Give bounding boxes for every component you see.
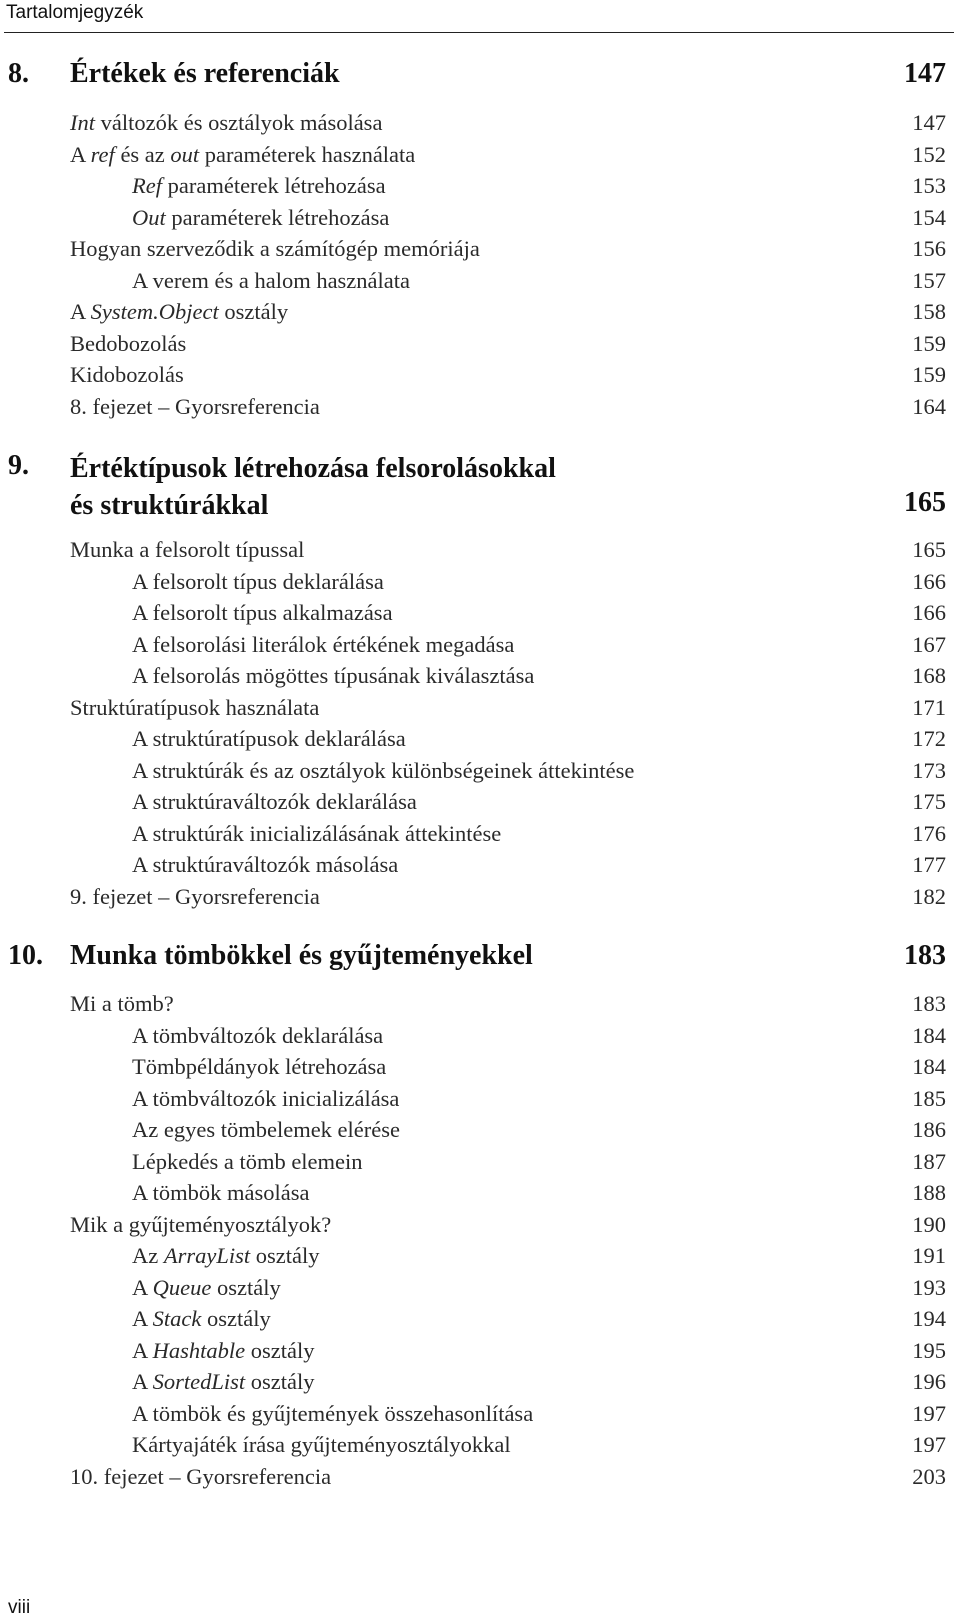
entry-page-number: 173 <box>912 757 946 783</box>
toc-entry <box>70 394 946 426</box>
entry-label-text: osztály <box>218 299 289 324</box>
entry-page-number: 196 <box>912 1369 946 1394</box>
entry-page-number: 177 <box>912 852 946 877</box>
entry-label-text: paraméterek használata <box>199 141 416 167</box>
toc-entry <box>70 1464 946 1496</box>
entry-page-number: 186 <box>912 1117 946 1142</box>
toc-subentry <box>132 1275 946 1307</box>
entry-label-text: A tömbök és gyűjtemények összehasonlítása <box>132 1400 534 1426</box>
entry-page-number: 156 <box>912 236 946 261</box>
entry-label <box>132 1117 400 1143</box>
toc-entry <box>70 331 946 363</box>
entry-label-text: A felsorolt típus deklarálása <box>132 568 384 594</box>
toc-entry <box>70 236 946 268</box>
entry-label-italic: Stack <box>152 1306 202 1331</box>
entry-label-text: A <box>132 1369 153 1394</box>
page-number: viii <box>8 1597 31 1618</box>
toc-subentry <box>132 569 946 601</box>
entry-label <box>132 600 393 626</box>
toc-subentry <box>132 1023 946 1055</box>
entry-label <box>70 884 320 910</box>
entry-page-number: 172 <box>912 726 946 751</box>
entry-label-italic: ArrayList <box>163 1243 251 1268</box>
entry-page-number: 176 <box>912 820 946 846</box>
toc-subentry <box>132 1432 946 1464</box>
entry-label <box>70 362 184 388</box>
toc-subentry <box>132 1180 946 1212</box>
toc-entry <box>70 991 946 1023</box>
entry-page-number: 184 <box>912 1022 946 1048</box>
entry-page-number: 165 <box>912 537 946 562</box>
header-rule <box>4 32 954 33</box>
entry-label-text: A struktúrák inicializálásának áttekintése <box>132 820 502 846</box>
entry-label <box>70 991 174 1017</box>
toc-subentry <box>132 1369 946 1401</box>
entry-page-number: 166 <box>912 568 946 594</box>
chapter-number: 8. <box>8 58 29 89</box>
entry-page-number: 203 <box>912 1463 946 1489</box>
entry-label <box>132 1432 511 1458</box>
toc-entry <box>70 110 946 142</box>
entry-label <box>132 1401 533 1427</box>
entry-label-text: osztály <box>245 1369 315 1394</box>
entry-label <box>70 1212 331 1238</box>
entry-page-number: 188 <box>912 1180 946 1205</box>
entry-label <box>132 726 406 752</box>
toc-subentry <box>132 1149 946 1181</box>
entry-page-number: 157 <box>912 267 946 293</box>
toc-subentry <box>132 1306 946 1338</box>
toc-subentry <box>132 632 946 664</box>
toc-entry <box>70 1212 946 1244</box>
entry-label-italic: Queue <box>152 1274 212 1300</box>
entry-label-text: Hogyan szerveződik a számítógép memóriája <box>70 236 480 261</box>
entry-label-text: 10. fejezet – Gyorsreferencia <box>70 1463 332 1489</box>
entry-label <box>132 1243 320 1269</box>
entry-label-text: Tömbpéldányok létrehozása <box>132 1054 387 1079</box>
entry-label-text: 8. fejezet – Gyorsreferencia <box>70 393 320 419</box>
entry-label-text: Kidobozolás <box>70 362 184 387</box>
entry-page-number: 184 <box>912 1054 946 1079</box>
chapter-number: 10. <box>8 940 43 971</box>
entry-label-text: Az <box>132 1243 164 1268</box>
entry-label-text: Mi a tömb? <box>70 991 174 1016</box>
entry-label <box>70 299 288 325</box>
entry-page-number: 191 <box>912 1243 946 1268</box>
entry-page-number: 158 <box>912 299 946 324</box>
entry-label-text: A struktúraváltozók deklarálása <box>132 789 417 814</box>
entry-label-text: Bedobozolás <box>70 330 187 356</box>
entry-page-number: 194 <box>912 1306 946 1331</box>
entry-label-text: A felsorolt típus alkalmazása <box>132 600 393 625</box>
running-head-title: Tartalomjegyzék <box>6 2 144 23</box>
entry-label-text: Munka a felsorolt típussal <box>70 537 305 562</box>
entry-label <box>70 1464 331 1490</box>
entry-label <box>70 110 382 136</box>
entry-label <box>70 331 186 357</box>
toc-subentry <box>132 852 946 884</box>
toc-entry <box>70 884 946 916</box>
entry-label-text: változók és osztályok másolása <box>95 110 383 135</box>
entry-label <box>132 1023 383 1049</box>
entry-label-text: osztály <box>201 1306 271 1331</box>
entry-label <box>132 821 501 847</box>
entry-label <box>132 569 384 595</box>
entry-label <box>132 1054 386 1080</box>
entry-page-number: 197 <box>912 1432 946 1457</box>
entry-page-number: 167 <box>912 631 946 657</box>
entry-label-text: A tömbváltozók deklarálása <box>132 1022 384 1048</box>
toc-subentry <box>132 1338 946 1370</box>
toc-entry <box>70 362 946 394</box>
toc-subentry <box>132 726 946 758</box>
entry-label <box>70 695 319 721</box>
entry-label-text: A felsorolási literálok értékének megadása <box>132 631 515 657</box>
entry-page-number: 152 <box>912 141 946 167</box>
entry-label <box>132 268 410 294</box>
entry-page-number: 190 <box>912 1211 946 1237</box>
entry-label <box>132 789 417 815</box>
entry-label <box>132 1338 315 1364</box>
toc-entry <box>70 142 946 174</box>
toc-entry <box>70 537 946 569</box>
entry-page-number: 153 <box>912 173 946 198</box>
entry-label <box>132 758 634 784</box>
entry-page-number: 147 <box>912 110 946 135</box>
entry-page-number: 187 <box>912 1148 946 1174</box>
entry-page-number: 171 <box>912 694 946 720</box>
entry-label-text: osztály <box>245 1337 315 1363</box>
entry-page-number: 195 <box>912 1337 946 1363</box>
entry-page-number: 193 <box>912 1274 946 1300</box>
entry-label-italic: Ref <box>132 173 162 198</box>
entry-page-number: 175 <box>912 789 946 814</box>
toc-subentry <box>132 789 946 821</box>
entry-label-italic: ref <box>90 141 115 167</box>
entry-page-number: 182 <box>912 883 946 909</box>
entry-label <box>70 394 320 420</box>
entry-label <box>70 142 415 168</box>
toc-subentry <box>132 1401 946 1433</box>
entry-label <box>132 1306 271 1332</box>
entry-label <box>132 1369 315 1395</box>
entry-label <box>132 205 389 231</box>
entry-label-text: és az <box>114 141 171 167</box>
entry-label-italic: out <box>170 141 200 167</box>
entry-label-text: 9. fejezet – Gyorsreferencia <box>70 883 320 909</box>
toc-subentry <box>132 821 946 853</box>
chapter-page-number: 183 <box>904 940 946 971</box>
entry-label-text: A <box>70 141 91 167</box>
entry-label-italic: SortedList <box>152 1369 246 1394</box>
toc-subentry <box>132 1086 946 1118</box>
chapter-page-number: 165 <box>904 487 946 518</box>
toc-subentry <box>132 758 946 790</box>
entry-label <box>70 236 480 262</box>
entry-label <box>70 537 304 563</box>
chapter-title: Munka tömbökkel és gyűjteményekkel <box>70 940 533 971</box>
entry-label-text: A verem és a halom használata <box>132 267 411 293</box>
toc-subentry <box>132 173 946 205</box>
entry-label-text: A <box>132 1274 153 1300</box>
entry-label-text: Lépkedés a tömb elemein <box>132 1148 363 1174</box>
entry-label-italic: System.Object <box>90 299 219 324</box>
entry-page-number: 183 <box>912 991 946 1016</box>
toc-subentry <box>132 1054 946 1086</box>
entry-label-text: Az egyes tömbelemek elérése <box>132 1117 401 1142</box>
entry-label-text: Struktúratípusok használata <box>70 694 320 720</box>
entry-label-text: A <box>132 1337 153 1363</box>
toc-subentry <box>132 663 946 695</box>
entry-label-text: A felsorolás mögöttes típusának kiválasztása <box>132 663 535 688</box>
toc-subentry <box>132 205 946 237</box>
entry-label <box>132 1086 399 1112</box>
entry-label <box>132 1180 309 1206</box>
chapter-page-number: 147 <box>904 58 946 89</box>
toc-subentry <box>132 1117 946 1149</box>
entry-page-number: 159 <box>912 330 946 356</box>
toc-subentry <box>132 600 946 632</box>
entry-label-text: A struktúrák és az osztályok különbségeinek áttekintése <box>132 757 635 783</box>
entry-label-italic: Int <box>70 110 95 135</box>
entry-label-text: A tömbök másolása <box>132 1180 310 1205</box>
entry-label-italic: Hashtable <box>152 1337 246 1363</box>
entry-page-number: 168 <box>912 663 946 688</box>
entry-label-text: osztály <box>250 1243 320 1268</box>
entry-label-text: osztály <box>211 1274 281 1300</box>
entry-label <box>132 1275 281 1301</box>
entry-page-number: 164 <box>912 393 946 419</box>
entry-label-text: A tömbváltozók inicializálása <box>132 1085 400 1111</box>
chapter-title: Értékek és referenciák <box>70 58 340 89</box>
entry-label <box>132 173 386 199</box>
entry-label <box>132 1149 363 1175</box>
toc-subentry <box>132 1243 946 1275</box>
entry-label-text: paraméterek létrehozása <box>161 173 386 198</box>
entry-label-text: A <box>132 1306 153 1331</box>
entry-label-italic: Out <box>132 204 166 230</box>
entry-page-number: 197 <box>912 1400 946 1426</box>
entry-label-text: A struktúraváltozók másolása <box>132 852 399 877</box>
entry-label-text: A struktúratípusok deklarálása <box>132 726 406 751</box>
entry-label-text: Mik a gyűjteményosztályok? <box>70 1211 332 1237</box>
entry-page-number: 166 <box>912 600 946 625</box>
toc-subentry <box>132 268 946 300</box>
chapter-title: Értéktípusok létrehozása felsorolásokkal és struktúrákkal <box>70 453 556 521</box>
entry-label <box>132 852 398 878</box>
chapter-number: 9. <box>8 450 29 481</box>
entry-label <box>132 632 514 658</box>
entry-page-number: 159 <box>912 362 946 387</box>
entry-label-text: A <box>70 299 91 324</box>
toc-entry <box>70 299 946 331</box>
entry-page-number: 154 <box>912 204 946 230</box>
entry-label <box>132 663 534 689</box>
entry-label-text: paraméterek létrehozása <box>165 204 390 230</box>
toc-entry <box>70 695 946 727</box>
entry-label-text: Kártyajáték írása gyűjteményosztályokkal <box>132 1432 511 1457</box>
entry-page-number: 185 <box>912 1085 946 1111</box>
